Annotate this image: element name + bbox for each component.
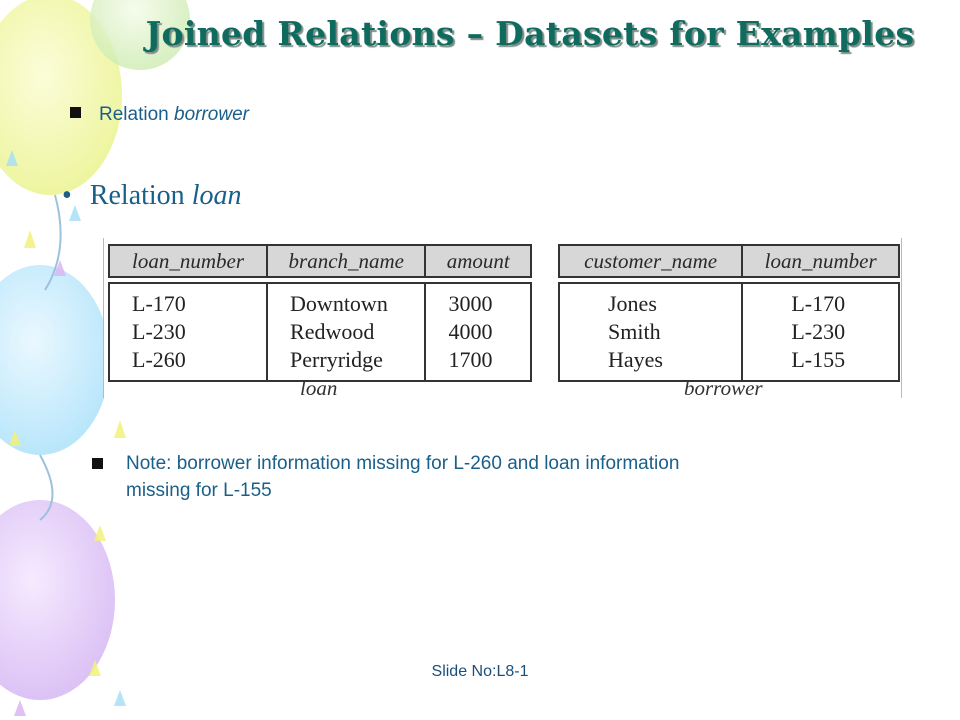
- loan-table: [108, 244, 532, 382]
- table-cell: Jones: [559, 283, 742, 318]
- table-cell: Perryridge: [267, 346, 425, 381]
- table-cell: Redwood: [267, 318, 425, 346]
- table-row: [109, 283, 531, 318]
- table-cell: L-230: [742, 318, 899, 346]
- square-bullet-icon: [92, 458, 103, 469]
- table-header-row: [559, 245, 899, 277]
- bullet-relation-name: loan: [191, 180, 242, 211]
- bullet-relation-name: borrower: [174, 104, 249, 125]
- slide-title: Joined Relations – Datasets for Examples: [145, 14, 915, 53]
- borrower-table: [558, 244, 900, 382]
- table-cell: Hayes: [559, 346, 742, 381]
- bullet-prefix: Relation: [99, 104, 174, 125]
- column-header: loan_number: [742, 245, 899, 277]
- column-header: amount: [425, 245, 531, 277]
- column-header: branch_name: [267, 245, 425, 277]
- table-cell: L-230: [109, 318, 267, 346]
- column-header: loan_number: [109, 245, 267, 277]
- table-cell: 4000: [425, 318, 531, 346]
- square-bullet-icon: [70, 107, 81, 118]
- table-cell: 1700: [425, 346, 531, 381]
- table-cell: L-155: [742, 346, 899, 381]
- round-bullet-icon: •: [62, 180, 72, 211]
- table-row: [559, 283, 899, 318]
- note-text: Note: borrower information missing for L-260 and loan information missing for L-155: [126, 453, 680, 501]
- table-cell: 3000: [425, 283, 531, 318]
- loan-table-caption: loan: [300, 376, 338, 400]
- table-cell: L-170: [742, 283, 899, 318]
- table-row: [559, 318, 899, 346]
- table-row: [109, 318, 531, 346]
- slide-number: Slide No:L8-1: [431, 663, 529, 680]
- table-header-row: [109, 245, 531, 277]
- bullet-relation-borrower: [70, 104, 249, 126]
- table-cell: L-260: [109, 346, 267, 381]
- bullet-prefix: Relation: [89, 180, 192, 211]
- table-cell: Downtown: [267, 283, 425, 318]
- column-header: customer_name: [559, 245, 742, 277]
- table-cell: L-170: [109, 283, 267, 318]
- note-bullet: [92, 450, 732, 504]
- borrower-table-caption: borrower: [684, 376, 763, 400]
- relations-figure: [103, 238, 902, 398]
- bullet-relation-loan: [62, 180, 241, 212]
- table-cell: Smith: [559, 318, 742, 346]
